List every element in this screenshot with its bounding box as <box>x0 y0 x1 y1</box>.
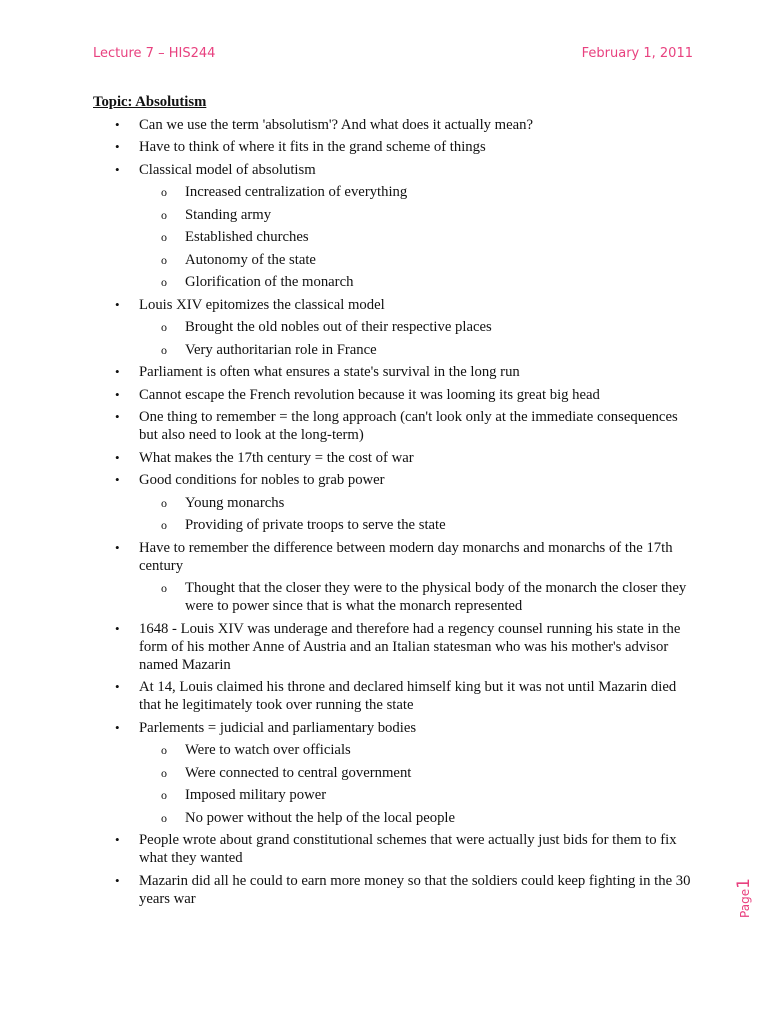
bullet-icon: • <box>115 719 120 735</box>
sub-list-item-text: Thought that the closer they were to the physical body of the monarch the closer they were to power since that is what the monarch represented <box>185 580 687 614</box>
bullet-icon: • <box>115 539 120 555</box>
circle-bullet-icon: o <box>161 788 167 802</box>
sub-bullet-list <box>139 183 693 291</box>
sub-list-item <box>139 786 693 804</box>
circle-bullet-icon: o <box>161 252 167 267</box>
circle-bullet-icon: o <box>161 495 167 510</box>
bullet-icon: • <box>115 116 120 132</box>
sub-list-item <box>139 183 693 201</box>
sub-list-item <box>139 494 693 512</box>
notes-body <box>93 93 693 912</box>
sub-list-item-text: Standing army <box>185 206 272 223</box>
circle-bullet-icon: o <box>161 581 167 595</box>
list-item <box>93 719 693 827</box>
list-item <box>93 138 693 156</box>
sub-list-item-text: Established churches <box>185 229 309 245</box>
sub-bullet-list <box>139 579 693 615</box>
sub-list-item-text: Were to watch over officials <box>185 742 351 758</box>
list-item <box>93 678 693 714</box>
circle-bullet-icon: o <box>161 810 167 825</box>
bullet-icon: • <box>115 161 120 177</box>
sub-list-item <box>139 228 693 246</box>
sub-bullet-list <box>139 494 693 535</box>
list-item <box>93 363 693 381</box>
bullet-icon: • <box>115 364 120 379</box>
bullet-icon: • <box>115 386 120 402</box>
sub-list-item <box>139 764 693 782</box>
page-number-label <box>731 875 757 921</box>
bullet-list <box>93 116 693 908</box>
list-item <box>93 408 693 444</box>
list-item-text: Have to think of where it fits in the grand scheme of things <box>139 139 486 155</box>
sub-list-item <box>139 318 693 336</box>
list-item-text: Classical model of absolutism <box>139 161 316 178</box>
sub-list-item <box>139 516 693 534</box>
sub-list-item <box>139 273 693 291</box>
circle-bullet-icon: o <box>161 185 167 199</box>
sub-list-item-text: Autonomy of the state <box>185 251 316 268</box>
list-item-text: Good conditions for nobles to grab power <box>139 472 385 488</box>
list-item <box>93 449 693 467</box>
list-item-text: At 14, Louis claimed his throne and declared himself king but it was not until Mazarin died that he legitimately took over running the state <box>139 679 677 713</box>
sub-list-item <box>139 809 693 827</box>
bullet-icon: • <box>115 679 120 694</box>
list-item-text: Cannot escape the French revolution because it was looming its great big head <box>139 386 600 403</box>
list-item <box>93 386 693 404</box>
sub-list-item <box>139 579 693 615</box>
sub-list-item-text: Increased centralization of everything <box>185 184 408 200</box>
bullet-icon: • <box>115 449 120 465</box>
list-item <box>93 116 693 134</box>
bullet-icon: • <box>115 872 120 888</box>
list-item-text: Parlements = judicial and parliamentary bodies <box>139 719 417 736</box>
sub-list-item-text: Glorification of the monarch <box>185 274 354 290</box>
bullet-icon: • <box>115 139 120 154</box>
list-item-text: Mazarin did all he could to earn more money so that the soldiers could keep fighting in the 30 years war <box>139 872 691 907</box>
circle-bullet-icon: o <box>161 342 167 357</box>
bullet-icon: • <box>115 296 120 312</box>
bullet-icon: • <box>115 472 120 487</box>
list-item <box>93 161 693 292</box>
list-item <box>93 620 693 674</box>
list-item-text: What makes the 17th century = the cost of war <box>139 449 414 466</box>
sub-list-item <box>139 741 693 759</box>
sub-bullet-list <box>139 318 693 359</box>
list-item-text: One thing to remember = the long approach (can't look only at the immediate consequences but also need to look at the long-term) <box>139 409 678 443</box>
topic-heading: Topic: Absolutism <box>93 94 207 110</box>
sub-list-item <box>139 341 693 359</box>
circle-bullet-icon: o <box>161 207 167 222</box>
list-item-text: Can we use the term 'absolutism'? And what does it actually mean? <box>139 116 534 133</box>
sub-list-item-text: Imposed military power <box>185 787 327 803</box>
list-item <box>93 831 693 867</box>
bullet-icon: • <box>115 832 120 847</box>
page-word: Page <box>738 888 752 918</box>
circle-bullet-icon: o <box>161 743 167 757</box>
sub-list-item <box>139 206 693 224</box>
circle-bullet-icon: o <box>161 275 167 289</box>
sub-list-item-text: No power without the help of the local people <box>185 809 456 826</box>
list-item <box>93 471 693 534</box>
list-item-text: 1648 - Louis XIV was underage and therefore had a regency counsel running his state in the form of his mother Anne of Austria and an Italian statesman who was his mother's advisor named Mazarin <box>139 620 681 673</box>
list-item-text: People wrote about grand constitutional schemes that were actually just bids for them to fix what they wanted <box>139 832 677 866</box>
sub-bullet-list <box>139 741 693 827</box>
sub-list-item-text: Were connected to central government <box>185 764 412 781</box>
sub-list-item <box>139 251 693 269</box>
list-item <box>93 539 693 616</box>
header-date: February 1, 2011 <box>581 46 693 61</box>
bullet-icon: • <box>115 409 120 424</box>
bullet-icon: • <box>115 620 120 636</box>
list-item-text: Have to remember the difference between modern day monarchs and monarchs of the 17th century <box>139 539 673 574</box>
header-lecture-title: Lecture 7 – HIS244 <box>93 46 216 61</box>
sub-list-item-text: Young monarchs <box>185 494 285 511</box>
list-item-text: Louis XIV epitomizes the classical model <box>139 296 385 313</box>
list-item-text: Parliament is often what ensures a state's survival in the long run <box>139 364 520 380</box>
list-item <box>93 872 693 908</box>
sub-list-item-text: Providing of private troops to serve the state <box>185 517 446 533</box>
sub-list-item-text: Very authoritarian role in France <box>185 341 377 358</box>
circle-bullet-icon: o <box>161 518 167 532</box>
circle-bullet-icon: o <box>161 230 167 244</box>
circle-bullet-icon: o <box>161 765 167 780</box>
sub-list-item-text: Brought the old nobles out of their respective places <box>185 319 492 335</box>
list-item <box>93 296 693 359</box>
page-digit: 1 <box>734 878 754 889</box>
circle-bullet-icon: o <box>161 320 167 334</box>
